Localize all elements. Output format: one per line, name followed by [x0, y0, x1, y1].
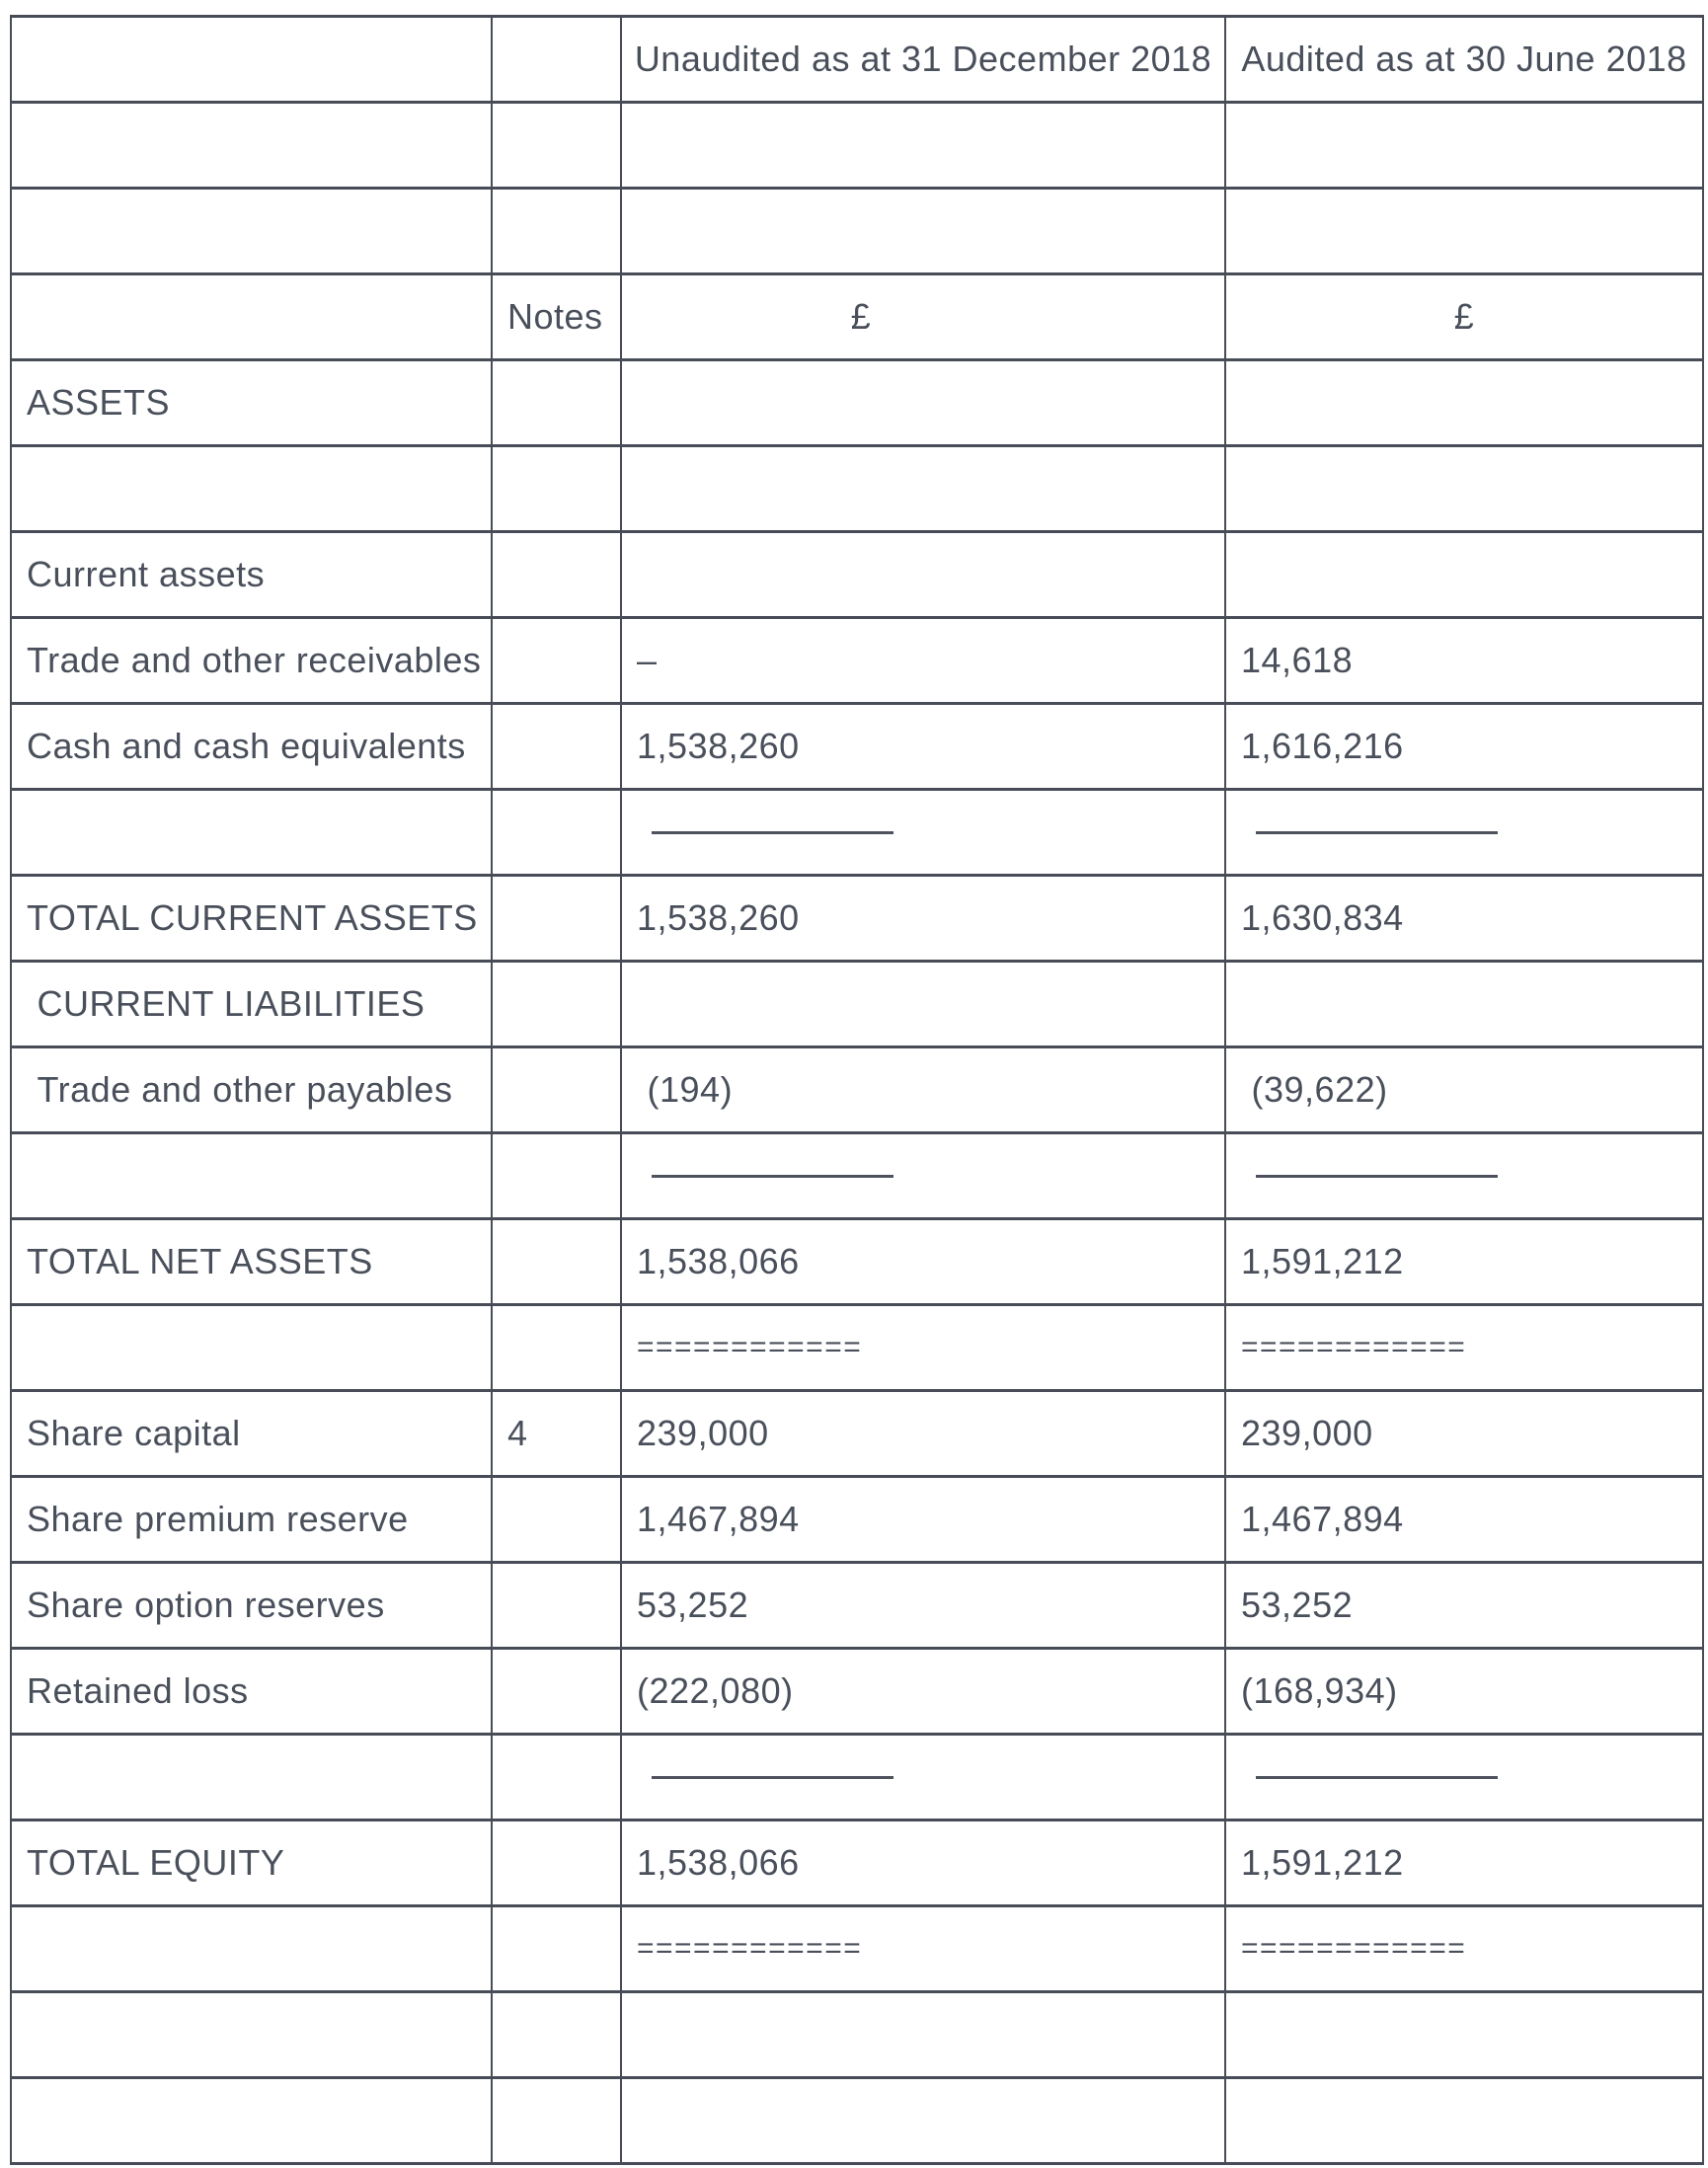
row-label-cell [11, 1992, 492, 2078]
row-label-cell: Trade and other receivables [11, 618, 492, 704]
notes-cell [492, 360, 621, 446]
notes-cell [492, 1906, 621, 1992]
notes-cell [492, 790, 621, 876]
table-row [11, 360, 1703, 446]
notes-cell [492, 1649, 621, 1735]
table-row [11, 2078, 1703, 2164]
table-row [11, 1133, 1703, 1219]
row-label-cell [11, 274, 492, 360]
row-label-cell: Trade and other payables [11, 1047, 492, 1133]
row-label-cell: TOTAL NET ASSETS [11, 1219, 492, 1305]
value-audited-cell: 14,618 [1225, 618, 1703, 704]
value-unaudited-cell [621, 274, 1225, 360]
value-unaudited-cell: 1,467,894 [621, 1477, 1225, 1563]
table-row [11, 1305, 1703, 1391]
value-unaudited-cell: Unaudited as at 31 December 2018 [621, 17, 1225, 103]
notes-cell [492, 1735, 621, 1820]
row-label-cell [11, 189, 492, 274]
row-label-cell: Current assets [11, 532, 492, 618]
value-unaudited-cell [621, 446, 1225, 532]
value-audited-cell [1225, 790, 1703, 876]
table-row [11, 103, 1703, 189]
table-row [11, 1047, 1703, 1133]
table-row [11, 790, 1703, 876]
notes-cell [492, 189, 621, 274]
table-row [11, 618, 1703, 704]
notes-cell [492, 1477, 621, 1563]
table-row [11, 1906, 1703, 1992]
row-label-cell [11, 17, 492, 103]
notes-cell [492, 1133, 621, 1219]
table-row [11, 962, 1703, 1047]
value-audited-cell [1225, 1735, 1703, 1820]
notes-cell [492, 1563, 621, 1649]
notes-cell: Notes [492, 274, 621, 360]
value-audited-cell [1225, 446, 1703, 532]
row-label-cell: Cash and cash equivalents [11, 704, 492, 790]
value-audited-cell: (39,622) [1225, 1047, 1703, 1133]
row-label-cell: TOTAL CURRENT ASSETS [11, 876, 492, 962]
subtotal-rule [652, 831, 893, 834]
table-row [11, 704, 1703, 790]
subtotal-rule [1256, 1776, 1498, 1779]
notes-cell: 4 [492, 1391, 621, 1477]
table-row [11, 274, 1703, 360]
table-row [11, 1649, 1703, 1735]
notes-cell [492, 532, 621, 618]
value-audited-cell: Audited as at 30 June 2018 [1225, 17, 1703, 103]
value-unaudited-cell: 1,538,066 [621, 1219, 1225, 1305]
currency-symbol: £ [850, 296, 872, 337]
value-unaudited-cell [621, 189, 1225, 274]
value-audited-cell [1225, 1992, 1703, 2078]
row-label-cell [11, 446, 492, 532]
notes-cell [492, 1047, 621, 1133]
value-unaudited-cell: 239,000 [621, 1391, 1225, 1477]
value-unaudited-cell: 1,538,260 [621, 876, 1225, 962]
balance-sheet-table [10, 15, 1704, 2165]
value-audited-cell [1225, 962, 1703, 1047]
value-unaudited-cell [621, 360, 1225, 446]
notes-cell [492, 962, 621, 1047]
value-audited-cell: 239,000 [1225, 1391, 1703, 1477]
value-audited-cell: 1,591,212 [1225, 1820, 1703, 1906]
row-label-cell: Share premium reserve [11, 1477, 492, 1563]
value-audited-cell: ============ [1225, 1305, 1703, 1391]
value-audited-cell [1225, 532, 1703, 618]
table-row [11, 1391, 1703, 1477]
row-label-cell [11, 1133, 492, 1219]
row-label-cell [11, 790, 492, 876]
row-label-cell: CURRENT LIABILITIES [11, 962, 492, 1047]
value-unaudited-cell [621, 1133, 1225, 1219]
row-label-cell [11, 1735, 492, 1820]
notes-cell [492, 103, 621, 189]
table-row [11, 1820, 1703, 1906]
value-unaudited-cell: (222,080) [621, 1649, 1225, 1735]
subtotal-rule [1256, 831, 1498, 834]
value-unaudited-cell [621, 790, 1225, 876]
value-unaudited-cell: 53,252 [621, 1563, 1225, 1649]
row-label-cell [11, 2078, 492, 2164]
notes-cell [492, 1820, 621, 1906]
value-unaudited-cell [621, 1992, 1225, 2078]
value-unaudited-cell: ============ [621, 1305, 1225, 1391]
notes-cell [492, 446, 621, 532]
value-audited-cell: 1,630,834 [1225, 876, 1703, 962]
value-audited-cell: £ [1225, 274, 1703, 360]
table-row [11, 1563, 1703, 1649]
table-row [11, 446, 1703, 532]
row-label-cell: ASSETS [11, 360, 492, 446]
table-row [11, 876, 1703, 962]
row-label-cell: Retained loss [11, 1649, 492, 1735]
value-unaudited-cell [621, 2078, 1225, 2164]
subtotal-rule [652, 1175, 893, 1178]
row-label-cell [11, 103, 492, 189]
row-label-cell: Share capital [11, 1391, 492, 1477]
notes-cell [492, 2078, 621, 2164]
value-unaudited-cell [621, 103, 1225, 189]
value-audited-cell [1225, 360, 1703, 446]
table-body [11, 17, 1703, 2164]
row-label-cell [11, 1906, 492, 1992]
table-row [11, 1219, 1703, 1305]
value-audited-cell [1225, 189, 1703, 274]
subtotal-rule [1256, 1175, 1498, 1178]
value-unaudited-cell: 1,538,066 [621, 1820, 1225, 1906]
value-audited-cell [1225, 103, 1703, 189]
table-row [11, 1477, 1703, 1563]
value-unaudited-cell [621, 1735, 1225, 1820]
value-unaudited-cell: (194) [621, 1047, 1225, 1133]
notes-cell [492, 618, 621, 704]
notes-cell [492, 704, 621, 790]
value-audited-cell: 1,616,216 [1225, 704, 1703, 790]
notes-cell [492, 17, 621, 103]
subtotal-rule [652, 1776, 893, 1779]
value-unaudited-cell: 1,538,260 [621, 704, 1225, 790]
value-audited-cell [1225, 2078, 1703, 2164]
balance-sheet [10, 15, 1704, 2165]
value-unaudited-cell: ============ [621, 1906, 1225, 1992]
value-audited-cell [1225, 1133, 1703, 1219]
table-row [11, 1735, 1703, 1820]
notes-cell [492, 1992, 621, 2078]
table-row [11, 1992, 1703, 2078]
row-label-cell [11, 1305, 492, 1391]
value-unaudited-cell: – [621, 618, 1225, 704]
notes-cell [492, 1305, 621, 1391]
value-audited-cell: 1,467,894 [1225, 1477, 1703, 1563]
row-label-cell: TOTAL EQUITY [11, 1820, 492, 1906]
value-unaudited-cell [621, 962, 1225, 1047]
table-row [11, 532, 1703, 618]
table-row [11, 17, 1703, 103]
value-audited-cell: 1,591,212 [1225, 1219, 1703, 1305]
value-audited-cell: 53,252 [1225, 1563, 1703, 1649]
table-row [11, 189, 1703, 274]
value-audited-cell: ============ [1225, 1906, 1703, 1992]
value-audited-cell: (168,934) [1225, 1649, 1703, 1735]
notes-cell [492, 1219, 621, 1305]
row-label-cell: Share option reserves [11, 1563, 492, 1649]
value-unaudited-cell [621, 532, 1225, 618]
notes-cell [492, 876, 621, 962]
